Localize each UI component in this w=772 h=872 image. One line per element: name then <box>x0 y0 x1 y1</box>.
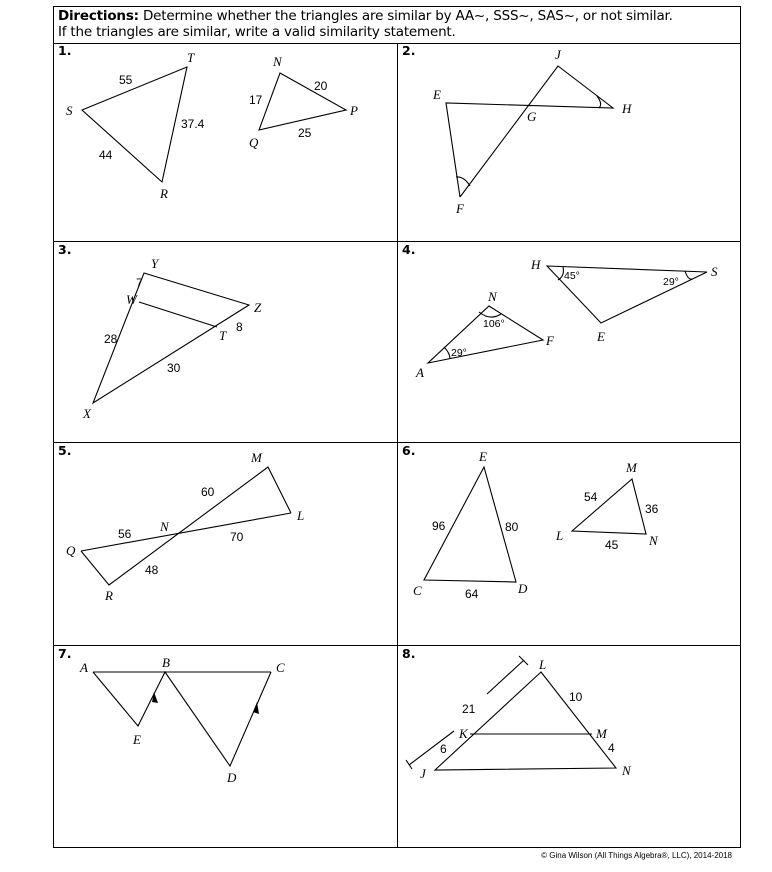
vertex-label: L <box>297 508 305 523</box>
copyright-footer: © Gina Wilson (All Things Algebra®, LLC), 2014-2018 <box>541 851 732 860</box>
measure-tick <box>406 760 412 769</box>
vertex-label: N <box>273 54 282 69</box>
side-measure: 4 <box>608 741 615 755</box>
angle-mark-s <box>685 271 692 279</box>
angle-measure: 29° <box>663 276 679 288</box>
side-measure: 45 <box>605 538 619 552</box>
problem-number-5: 5. <box>58 443 72 458</box>
vertex-label: E <box>133 732 141 747</box>
measure-line-kl <box>487 660 524 694</box>
vertex-label: W <box>126 292 137 307</box>
side-measure: 70 <box>230 530 244 544</box>
side-measure: 54 <box>584 490 598 504</box>
vertex-label: S <box>66 103 73 118</box>
segment-wt <box>139 302 217 327</box>
zigzag-figure <box>93 672 271 766</box>
vertex-label: M <box>251 450 262 465</box>
side-measure: 17 <box>249 93 263 107</box>
vertex-label: Z <box>254 300 262 315</box>
side-measure: 8 <box>236 320 243 334</box>
side-measure: 28 <box>104 332 118 346</box>
problem-number-7: 7. <box>58 646 72 661</box>
vertex-label: J <box>420 766 426 781</box>
side-measure: 20 <box>314 79 328 93</box>
vertex-label: E <box>479 449 487 464</box>
side-measure: 6 <box>440 742 447 756</box>
side-measure: 48 <box>145 563 159 577</box>
side-measure: 30 <box>167 361 181 375</box>
side-measure: 60 <box>201 485 215 499</box>
vertex-label: L <box>556 528 564 543</box>
vertex-label: K <box>459 726 468 741</box>
problem-number-3: 3. <box>58 242 72 257</box>
vertex-label: E <box>597 329 605 344</box>
vertex-label: F <box>456 201 464 216</box>
side-measure: 55 <box>119 73 133 87</box>
side-measure: 36 <box>645 502 659 516</box>
problem-number-1: 1. <box>58 43 72 58</box>
vertex-label: C <box>413 583 422 598</box>
angle-measure: 45° <box>564 270 580 282</box>
vertex-label: H <box>531 257 541 272</box>
vertex-label: E <box>433 87 441 102</box>
vertex-label: A <box>416 365 424 380</box>
vertex-label: J <box>555 47 561 62</box>
vertex-label: S <box>711 264 718 279</box>
vertex-label: Y <box>151 256 159 271</box>
problem-number-2: 2. <box>402 43 416 58</box>
vertex-label: T <box>219 328 227 343</box>
angle-measure: 106° <box>483 318 505 330</box>
triangle-nqp <box>259 73 346 130</box>
vertex-label: F <box>546 333 554 348</box>
angle-measure: 29° <box>451 347 467 359</box>
triangle-pair <box>81 467 291 585</box>
triangle-str <box>82 67 187 182</box>
vertex-label: M <box>626 460 637 475</box>
side-measure: 80 <box>505 520 519 534</box>
vertex-label: H <box>622 101 632 116</box>
vertex-label: R <box>105 588 113 603</box>
vertex-label: C <box>276 660 285 675</box>
vertex-label: L <box>539 657 547 672</box>
triangle-ljn <box>435 672 616 770</box>
side-measure: 44 <box>99 148 113 162</box>
segment-ql <box>81 513 291 551</box>
vertex-label: X <box>83 406 91 421</box>
vertex-label: N <box>160 519 169 534</box>
side-measure: 7 <box>136 276 143 290</box>
vertex-label: M <box>596 726 607 741</box>
parallel-arrow-icon <box>152 692 158 703</box>
directions-label: Directions: <box>58 8 139 24</box>
vertex-label: Q <box>66 543 76 558</box>
vertex-label: N <box>488 289 497 304</box>
triangle-naf <box>428 306 543 363</box>
vertex-label: D <box>227 770 237 785</box>
vertex-label: T <box>187 50 195 65</box>
vertex-label: G <box>527 109 537 124</box>
problem-number-6: 6. <box>402 443 416 458</box>
vertex-label: P <box>350 103 358 118</box>
vertex-label: R <box>160 186 168 201</box>
vertex-label: Q <box>249 135 259 150</box>
triangle-mln <box>572 479 646 534</box>
side-measure: 10 <box>569 690 583 704</box>
side-measure: 25 <box>298 126 312 140</box>
vertex-label: N <box>622 763 631 778</box>
vertex-label: N <box>649 533 658 548</box>
measure-line-jk <box>409 731 454 765</box>
angle-mark-a <box>444 347 450 359</box>
side-measure: 96 <box>432 519 446 533</box>
side-measure: 37.4 <box>181 117 205 131</box>
problem-number-4: 4. <box>402 242 416 257</box>
problem-number-8: 8. <box>402 646 416 661</box>
vertex-label: B <box>162 655 170 670</box>
bowtie-figure <box>446 66 613 197</box>
parallel-arrow-icon <box>253 702 259 714</box>
directions-line1: Determine whether the triangles are similar by AA~, SSS~, SAS~, or not similar. <box>138 8 673 24</box>
side-measure: 21 <box>462 702 476 716</box>
side-measure: 56 <box>118 527 132 541</box>
vertex-label: A <box>80 660 88 675</box>
vertex-label: D <box>518 581 528 596</box>
side-measure: 64 <box>465 587 479 601</box>
directions-line2: If the triangles are similar, write a valid similarity statement. <box>58 24 456 40</box>
